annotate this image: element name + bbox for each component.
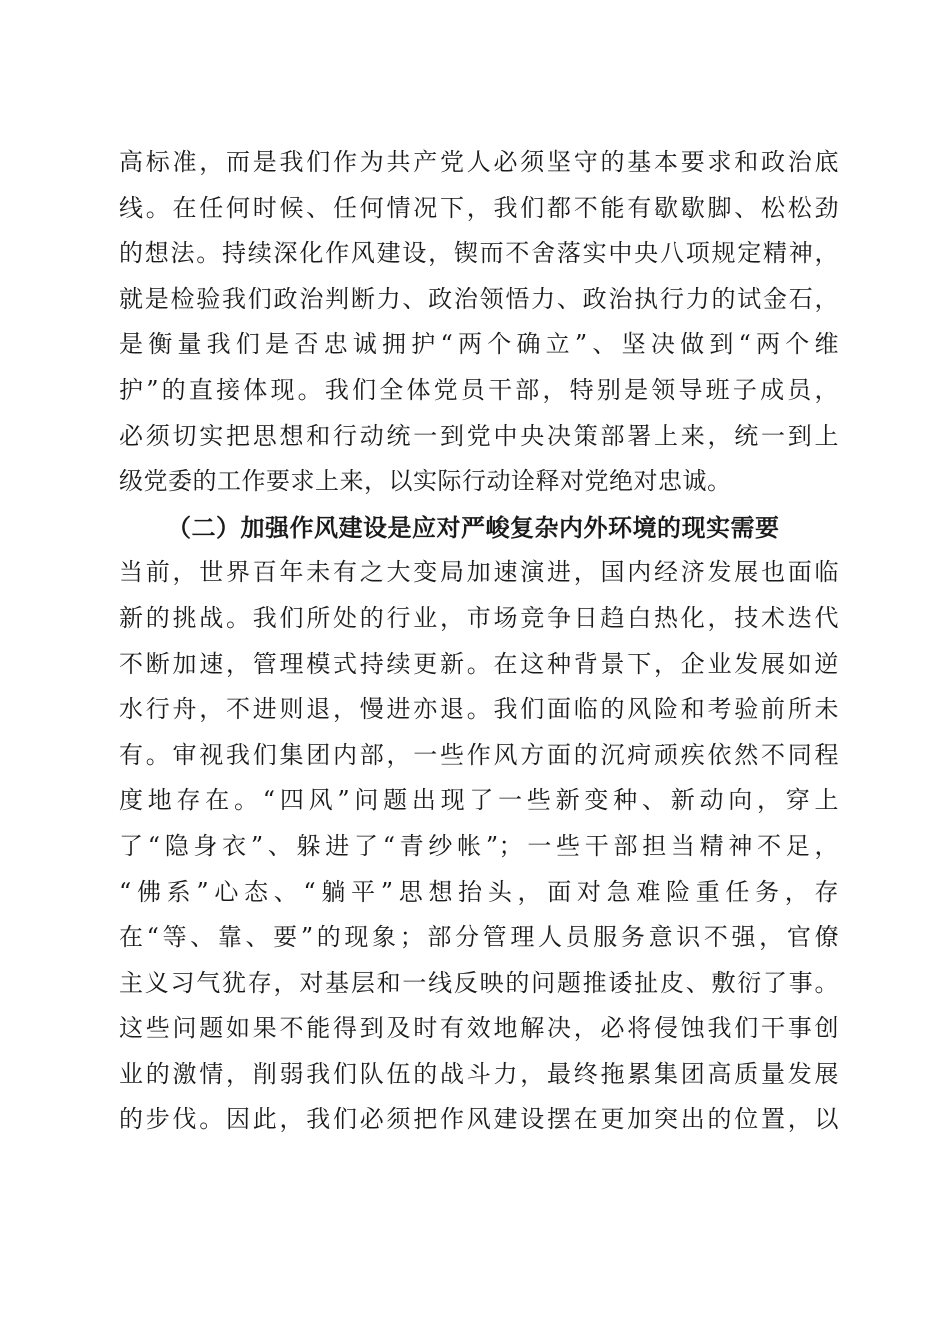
section-heading: （二）加强作风建设是应对严峻复杂内外环境的现实需要 [167, 512, 780, 542]
text-line: 护”的直接体现。我们全体党员干部，特别是领导班子成员， [119, 375, 839, 404]
text-line: 必须切实把思想和行动统一到党中央决策部署上来，统一到上 [119, 421, 839, 450]
text-line: 度地存在。“四风”问题出现了一些新变种、新动向，穿上 [119, 786, 839, 815]
text-line: 级党委的工作要求上来，以实际行动诠释对党绝对忠诚。 [119, 467, 732, 496]
text-line: 的想法。持续深化作风建设，锲而不舍落实中央八项规定精神， [119, 239, 839, 268]
text-line: 这些问题如果不能得到及时有效地解决，必将侵蚀我们干事创 [119, 1014, 839, 1043]
text-line: 不断加速，管理模式持续更新。在这种背景下，企业发展如逆 [119, 649, 839, 678]
text-line: 的步伐。因此，我们必须把作风建设摆在更加突出的位置，以 [119, 1105, 839, 1134]
text-line: 在“等、靠、要”的现象；部分管理人员服务意识不强，官僚 [119, 923, 839, 952]
text-line: 线。在任何时候、任何情况下，我们都不能有歇歇脚、松松劲 [119, 193, 839, 222]
text-line: 主义习气犹存，对基层和一线反映的问题推诿扯皮、敷衍了事。 [119, 968, 839, 997]
text-line: 就是检验我们政治判断力、政治领悟力、政治执行力的试金石， [119, 284, 839, 313]
text-line: 当前，世界百年未有之大变局加速演进，国内经济发展也面临 [119, 558, 839, 587]
text-line: 高标准，而是我们作为共产党人必须坚守的基本要求和政治底 [119, 148, 839, 176]
text-line: “佛系”心态、“躺平”思想抬头，面对急难险重任务，存 [119, 877, 839, 906]
text-line: 是衡量我们是否忠诚拥护“两个确立”、坚决做到“两个维 [119, 330, 839, 359]
body-text [119, 140, 839, 1143]
text-line: 了“隐身衣”、躲进了“青纱帐”；一些干部担当精神不足， [119, 831, 839, 860]
text-line: 有。审视我们集团内部，一些作风方面的沉疴顽疾依然不同程 [119, 740, 839, 769]
text-line: 业的激情，削弱我们队伍的战斗力，最终拖累集团高质量发展 [119, 1059, 839, 1088]
text-line: 水行舟，不进则退，慢进亦退。我们面临的风险和考验前所未 [119, 695, 839, 724]
text-line: 新的挑战。我们所处的行业，市场竞争日趋白热化，技术迭代 [119, 603, 839, 632]
